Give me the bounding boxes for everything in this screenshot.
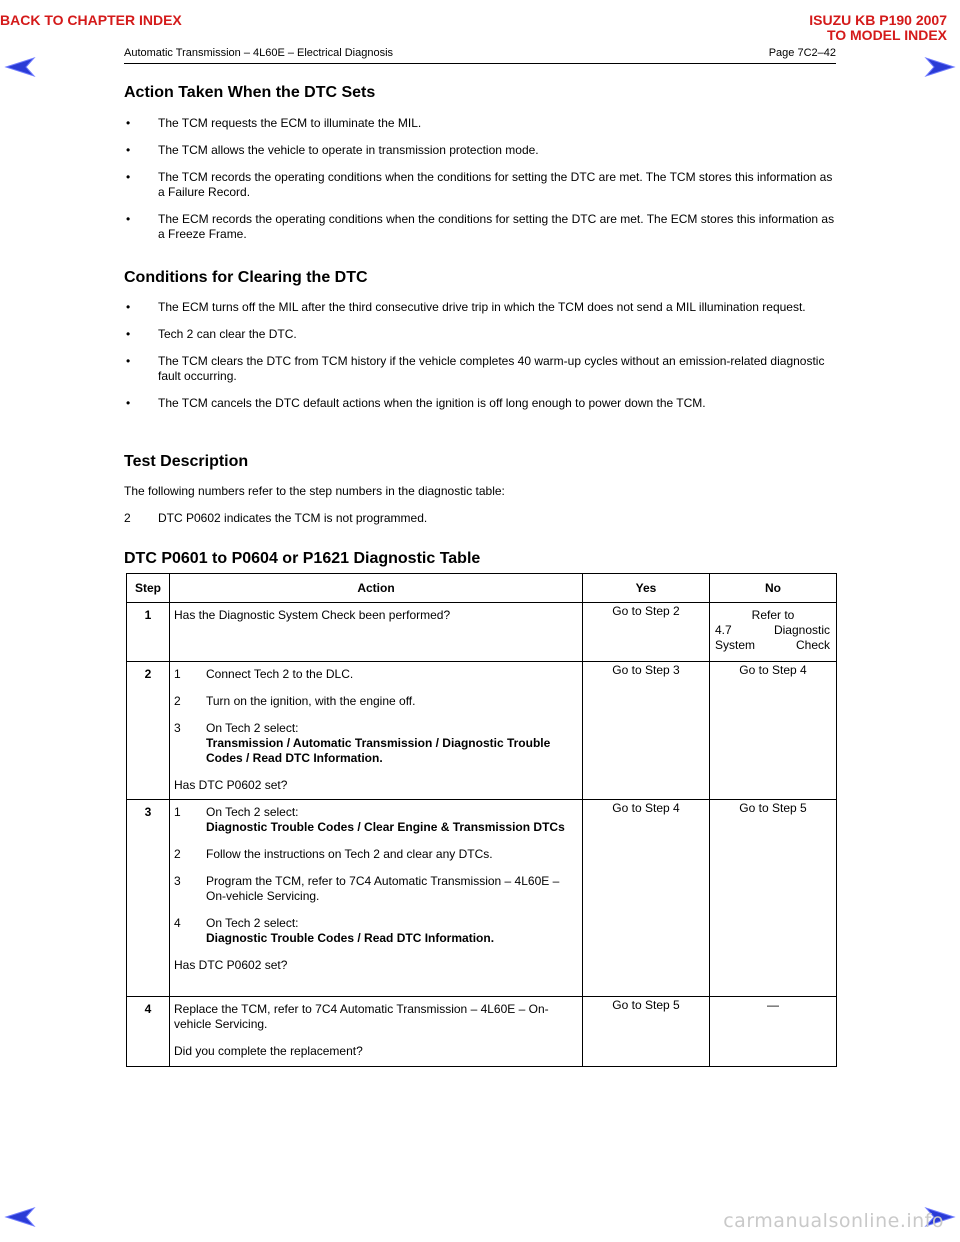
table-header-row (127, 574, 837, 603)
no-cell: Refer to 4.7 Diagnostic System Check (710, 603, 837, 662)
section-title-clearing: Conditions for Clearing the DTC (124, 269, 368, 286)
list-item: • The TCM allows the vehicle to operate in transmission protection mode. (126, 143, 539, 157)
action-cell: Replace the TCM, refer to 7C4 Automatic Transmission – 4L60E – On-vehicle Servicing. Did you complete the replacement? (170, 997, 583, 1067)
column-header-action: Action (170, 574, 583, 603)
model-index-nav[interactable] (809, 13, 947, 43)
test-description-intro: The following numbers refer to the step numbers in the diagnostic table: (124, 484, 505, 498)
column-header-yes: Yes (583, 574, 710, 603)
diagnostic-table-title: DTC P0601 to P0604 or P1621 Diagnostic Table (124, 550, 481, 567)
step-number: 3 (127, 800, 170, 997)
action-cell: 1 Connect Tech 2 to the DLC. 2 Turn on the ignition, with the engine off. 3 On Tech 2 select: Transmission / Automatic Transmission / Diagnostic Trouble Codes / Read DTC Information. Has DTC P0602 set? (170, 662, 583, 800)
running-header (124, 47, 836, 64)
step-number: 4 (127, 997, 170, 1067)
column-header-step: Step (127, 574, 170, 603)
section-title-action-taken: Action Taken When the DTC Sets (124, 84, 376, 101)
no-cell: Go to Step 4 (710, 662, 837, 800)
step-number: 2 (127, 662, 170, 800)
table-row (127, 603, 837, 662)
no-cell: — (710, 997, 837, 1067)
yes-cell: Go to Step 3 (583, 662, 710, 800)
table-row (127, 662, 837, 800)
page-number: Page 7C2–42 (768, 47, 836, 59)
yes-cell: Go to Step 2 (583, 603, 710, 662)
list-item: • Tech 2 can clear the DTC. (126, 327, 297, 341)
yes-cell: Go to Step 5 (583, 997, 710, 1067)
prev-page-arrow-icon[interactable] (4, 56, 36, 78)
list-item: • The TCM cancels the DTC default actions when the ignition is off long enough to power down the TCM. (126, 396, 706, 410)
column-header-no: No (710, 574, 837, 603)
to-model-index-link[interactable]: TO MODEL INDEX (826, 27, 947, 43)
list-item: • The TCM clears the DTC from TCM history if the vehicle completes 40 warm-up cycles without an emission-related diagnostic fault occurring. (126, 354, 825, 383)
step-number: 1 (127, 603, 170, 662)
list-item: • The TCM requests the ECM to illuminate the MIL. (126, 116, 422, 130)
diagnostic-table (126, 573, 837, 1067)
action-cell: Has the Diagnostic System Check been performed? (170, 603, 583, 662)
prev-page-arrow-icon[interactable] (4, 1206, 36, 1228)
yes-cell: Go to Step 4 (583, 800, 710, 997)
action-taken-list (124, 116, 836, 254)
list-item: • The TCM records the operating conditions when the conditions for setting the DTC are met. The TCM stores this information as a Failure Record. (126, 170, 833, 199)
next-page-arrow-icon[interactable] (924, 56, 956, 78)
action-cell: 1 On Tech 2 select: Diagnostic Trouble Codes / Clear Engine & Transmission DTCs 2 Follow the instructions on Tech 2 and clear any DTCs. 3 Program the TCM, refer to 7C4 Automatic Transmission – 4L60E – On-vehicle Servicing. 4 On Tech 2 select: Diagnostic Trouble Codes / Read DTC Information. Has DTC P0602 set? (170, 800, 583, 997)
watermark: carmanualsonline.info (723, 1210, 944, 1232)
list-item: • The ECM turns off the MIL after the third consecutive drive trip in which the TCM does not send a MIL illumination request. (126, 300, 806, 314)
test-description-item: 2 DTC P0602 indicates the TCM is not programmed. (124, 511, 428, 525)
header-title: Automatic Transmission – 4L60E – Electrical Diagnosis (124, 47, 394, 59)
model-title-link[interactable]: ISUZU KB P190 2007 (809, 12, 947, 28)
list-item: • The ECM records the operating conditions when the conditions for setting the DTC are met. The ECM stores this information as a Freeze Frame. (126, 212, 835, 241)
table-row (127, 800, 837, 997)
table-row (127, 997, 837, 1067)
no-cell: Go to Step 5 (710, 800, 837, 997)
back-to-chapter-index-link[interactable]: BACK TO CHAPTER INDEX (0, 12, 182, 28)
section-title-test-description: Test Description (124, 453, 249, 470)
clearing-conditions-list (124, 300, 836, 423)
